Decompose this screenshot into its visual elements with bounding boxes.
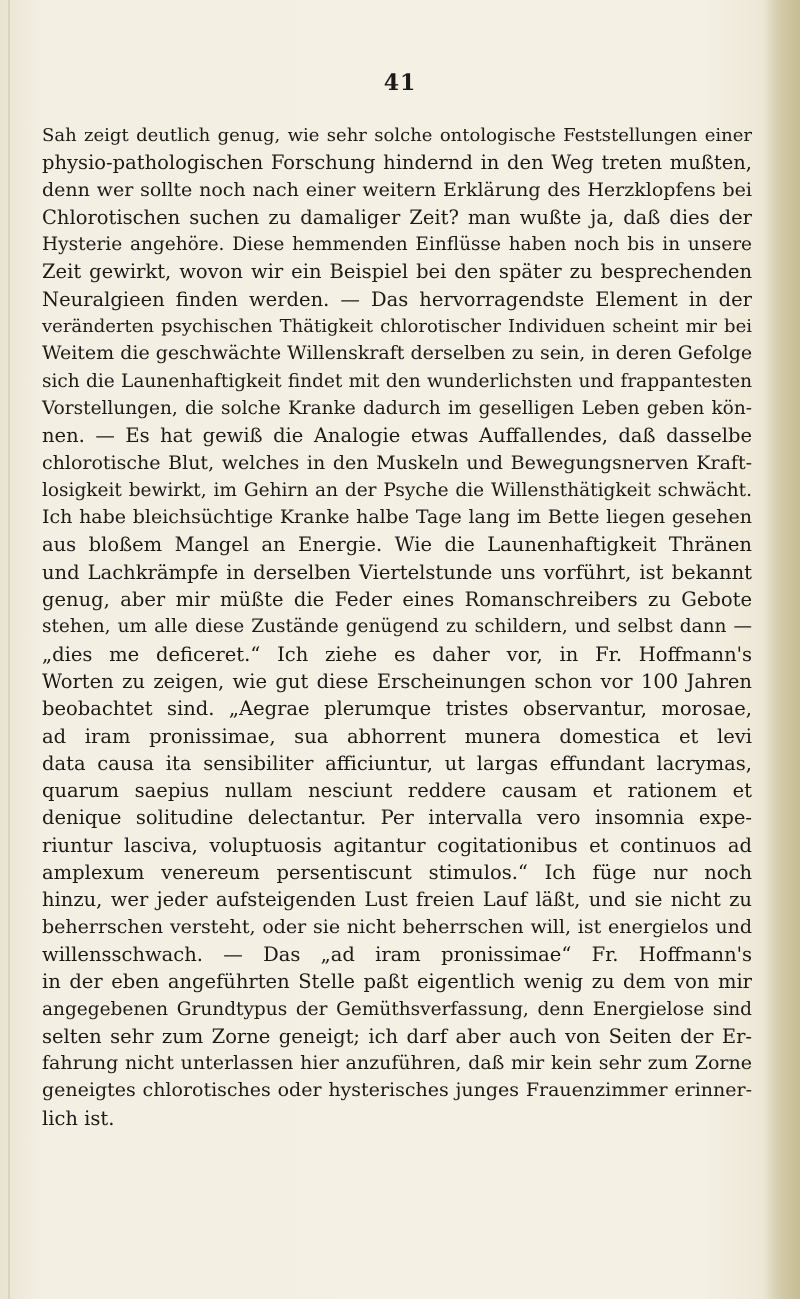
text-line: willensschwach. — Das „ad iram pronissimae“ Fr. Hoffmann's [42,942,752,966]
page-number: 41 [383,70,417,96]
page-edge-shadow [764,0,800,1299]
text-line: sich die Launenhaftigkeit findet mit den wunderlichsten und frappantesten [42,370,752,392]
text-line: angegebenen Grundtypus der Gemüthsverfassung, denn Energielose sind [42,998,752,1020]
text-line: denn wer sollte noch nach einer weitern Erklärung des Herzklopfens bei [42,178,752,201]
text-line: in der eben angeführten Stelle paßt eigentlich wenig zu dem von mir [42,970,752,994]
text-line: Weitem die geschwächte Willenskraft derselben zu sein, in deren Gefolge [42,342,753,365]
text-line: nen. — Es hat gewiß die Analogie etwas Auffallendes, daß dasselbe [42,424,752,448]
text-line: quarum saepius nullam nesciunt reddere causam et rationem et [42,779,752,803]
text-line: losigkeit bewirkt, im Gehirn an der Psyche die Willensthätigkeit schwächt. [42,479,752,501]
text-line: und Lachkrämpfe in derselben Viertelstunde uns vorführt, ist bekannt [42,560,752,584]
text-line: riuntur lasciva, voluptuosis agitantur cogitationibus et continuos ad [42,833,752,857]
text-line: data causa ita sensibiliter afficiuntur, ut largas effundant lacrymas, [42,751,752,775]
text-line: selten sehr zum Zorne geneigt; ich darf aber auch von Seiten der Er- [42,1024,752,1048]
text-line: beobachtet sind. „Aegrae plerumque tristes observantur, morosae, [42,697,752,721]
text-line: aus bloßem Mangel an Energie. Wie die Launenhaftigkeit Thränen [42,533,752,557]
text-line: veränderten psychischen Thätigkeit chlorotischer Individuen scheint mir bei [42,316,752,338]
text-line: Worten zu zeigen, wie gut diese Erscheinungen schon vor 100 Jahren [42,669,752,693]
text-line: stehen, um alle diese Zustände genügend zu schildern, und selbst dann — [42,616,752,638]
text-line: lich ist. [42,1106,115,1130]
text-line: hinzu, wer jeder aufsteigenden Lust freien Lauf läßt, und sie nicht zu [42,888,752,912]
text-line: fahrung nicht unterlassen hier anzuführen, daß mir kein sehr zum Zorne [42,1052,752,1075]
text-line: Hysterie angehöre. Diese hemmenden Einflüsse haben noch bis in unsere [42,234,752,256]
text-line: beherrschen versteht, oder sie nicht beherrschen will, ist energielos und [42,915,752,938]
text-line: Sah zeigt deutlich genug, wie sehr solche ontologische Feststellungen einer [42,125,752,146]
body-text [42,122,752,1132]
text-line: Vorstellungen, die solche Kranke dadurch im geselligen Leben geben kön- [42,397,752,419]
text-line: Chlorotischen suchen zu damaliger Zeit? man wußte ja, daß dies der [42,205,752,229]
text-line: Zeit gewirkt, wovon wir ein Beispiel bei den später zu besprechenden [42,260,752,284]
text-line: ad iram pronissimae, sua abhorrent munera domestica et levi [42,724,752,748]
text-line: geneigtes chlorotisches oder hysterisches junges Frauenzimmer erinner- [42,1079,752,1102]
left-margin-line [8,0,10,1299]
text-line: amplexum venereum persentiscunt stimulos.“ Ich füge nur noch [42,861,752,885]
text-line: Ich habe bleichsüchtige Kranke halbe Tage lang im Bette liegen gesehen [42,506,752,529]
text-line: „dies me deficeret.“ Ich ziehe es daher vor, in Fr. Hoffmann's [42,642,752,666]
text-line: genug, aber mir müßte die Feder eines Romanschreibers zu Gebote [42,588,752,612]
text-line: physio-pathologischen Forschung hindernd in den Weg treten mußten, [42,151,752,175]
text-line: denique solitudine delectantur. Per intervalla vero insomnia expe- [42,806,752,830]
text-line: chlorotische Blut, welches in den Muskeln und Bewegungsnerven Kraft- [42,451,752,474]
text-line: Neuralgieen finden werden. — Das hervorragendste Element in der [42,287,752,311]
